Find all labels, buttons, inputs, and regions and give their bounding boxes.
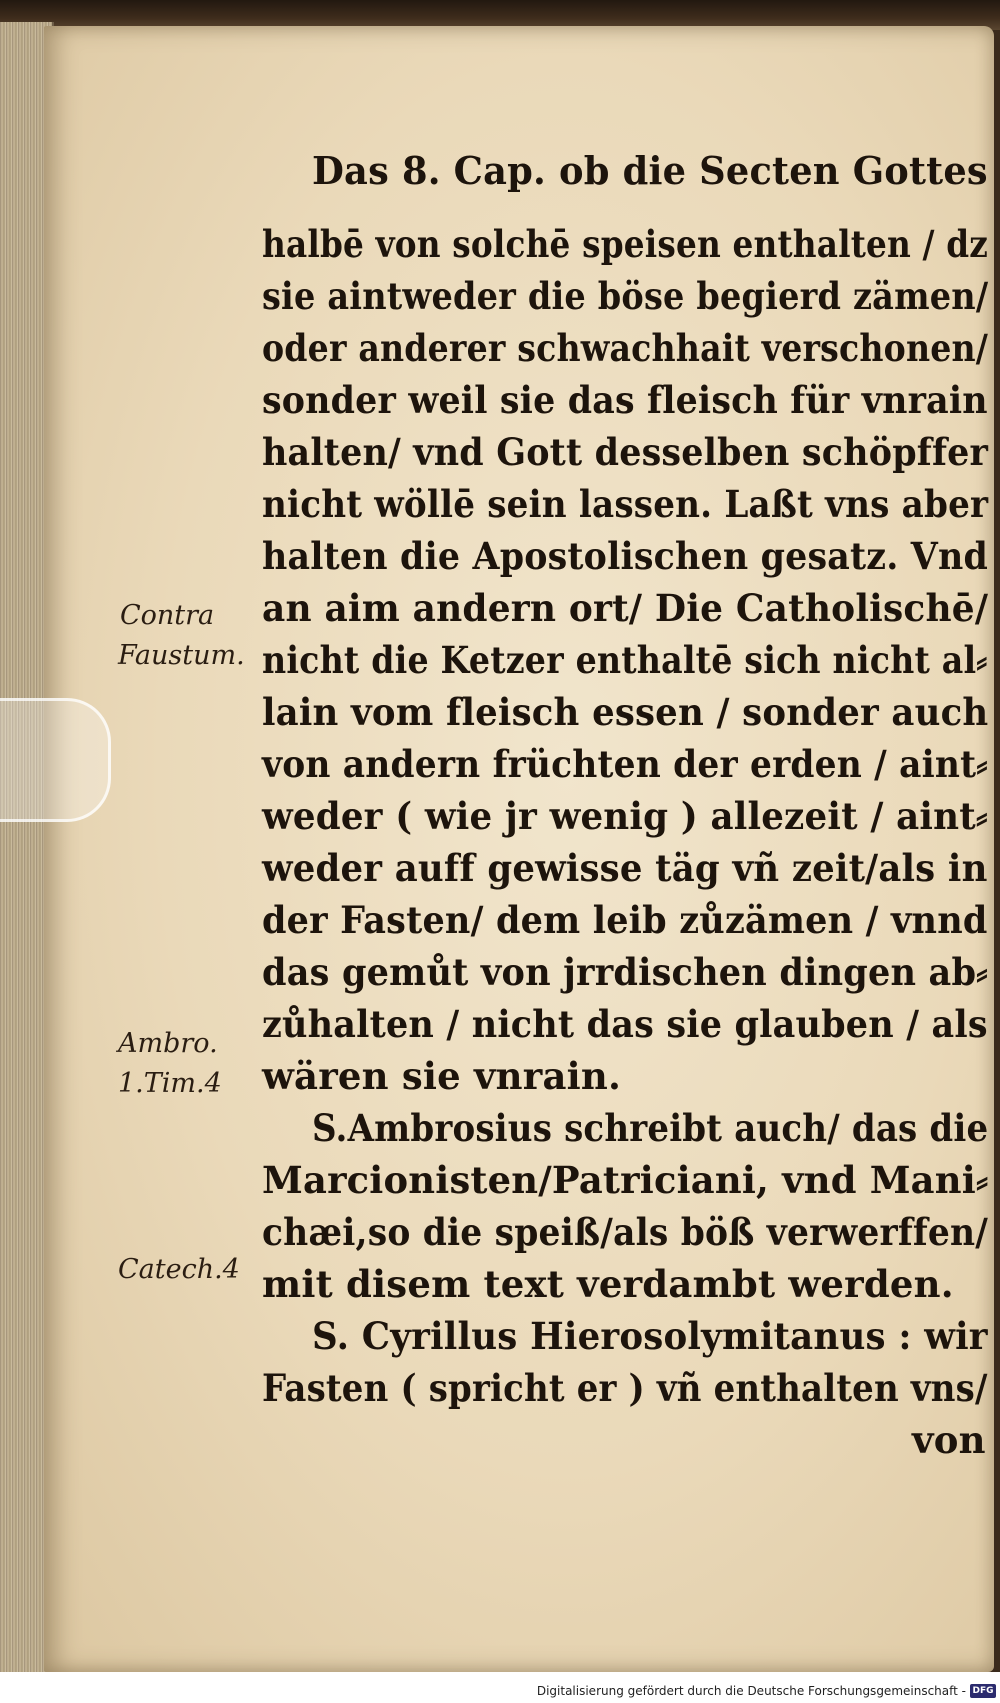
text-line-16: zůhalten / nicht das sie glauben / als [262, 1002, 988, 1046]
margin-note-ambro: Ambro. [118, 1028, 218, 1059]
margin-note-contra: Contra [120, 600, 215, 631]
text-line-13: weder auff gewisse täg vñ zeit/als in [262, 846, 988, 890]
text-line-5: halten/ vnd Gott desselben schöpffer [262, 430, 989, 474]
catchword: von [912, 1418, 986, 1462]
text-line-3: oder anderer schwachhait verschonen/ [262, 326, 989, 370]
text-line-21: mit disem text verdambt werden. [262, 1262, 954, 1306]
text-line-6: nicht wöllē sein lassen. Laßt vns aber [262, 482, 989, 526]
text-line-1: halbē von solchē speisen enthalten / dz [262, 222, 989, 266]
text-line-15: das gemůt von jrrdischen dingen ab⸗ [262, 950, 989, 994]
margin-note-timothy: 1.Tim.4 [118, 1068, 222, 1099]
margin-note-catech: Catech.4 [118, 1254, 240, 1285]
chapter-heading: Das 8. Cap. ob die Secten Gottes [312, 148, 988, 193]
plastic-page-clip [0, 698, 111, 822]
dfg-logo: DFG [970, 1684, 996, 1698]
text-line-18: S.Ambrosius schreibt auch/ das die [312, 1106, 989, 1150]
text-line-8: an aim andern ort/ Die Catholischē/ [262, 586, 989, 630]
text-line-14: der Fasten/ dem leib zůzämen / vnnd [262, 898, 988, 942]
text-line-23: Fasten ( spricht er ) vñ enthalten vns/ [262, 1366, 988, 1410]
text-line-17: wären sie vnrain. [262, 1054, 622, 1098]
text-line-2: sie aintweder die böse begierd zämen/ [262, 274, 989, 318]
text-line-7: halten die Apostolischen gesatz. Vnd [262, 534, 989, 578]
digitization-credit: Digitalisierung gefördert durch die Deutsche Forschungsgemeinschaft - [536, 1684, 966, 1698]
margin-note-faustum: Faustum. [118, 640, 245, 671]
text-line-11: von andern früchten der erden / aint⸗ [262, 742, 988, 786]
text-line-22: S. Cyrillus Hierosolymitanus : wir [312, 1314, 988, 1358]
text-line-4: sonder weil sie das fleisch für vnrain [262, 378, 988, 422]
text-line-12: weder ( wie jr wenig ) allezeit / aint⸗ [262, 794, 988, 838]
text-line-19: Marcionisten/Patriciani, vnd Mani⸗ [262, 1158, 989, 1202]
text-line-20: chæi,so die speiß/als böß verwerffen/ [262, 1210, 989, 1254]
text-line-10: lain vom fleisch essen / sonder auch [262, 690, 989, 734]
text-line-9: nicht die Ketzer enthaltē sich nicht al⸗ [262, 638, 988, 682]
